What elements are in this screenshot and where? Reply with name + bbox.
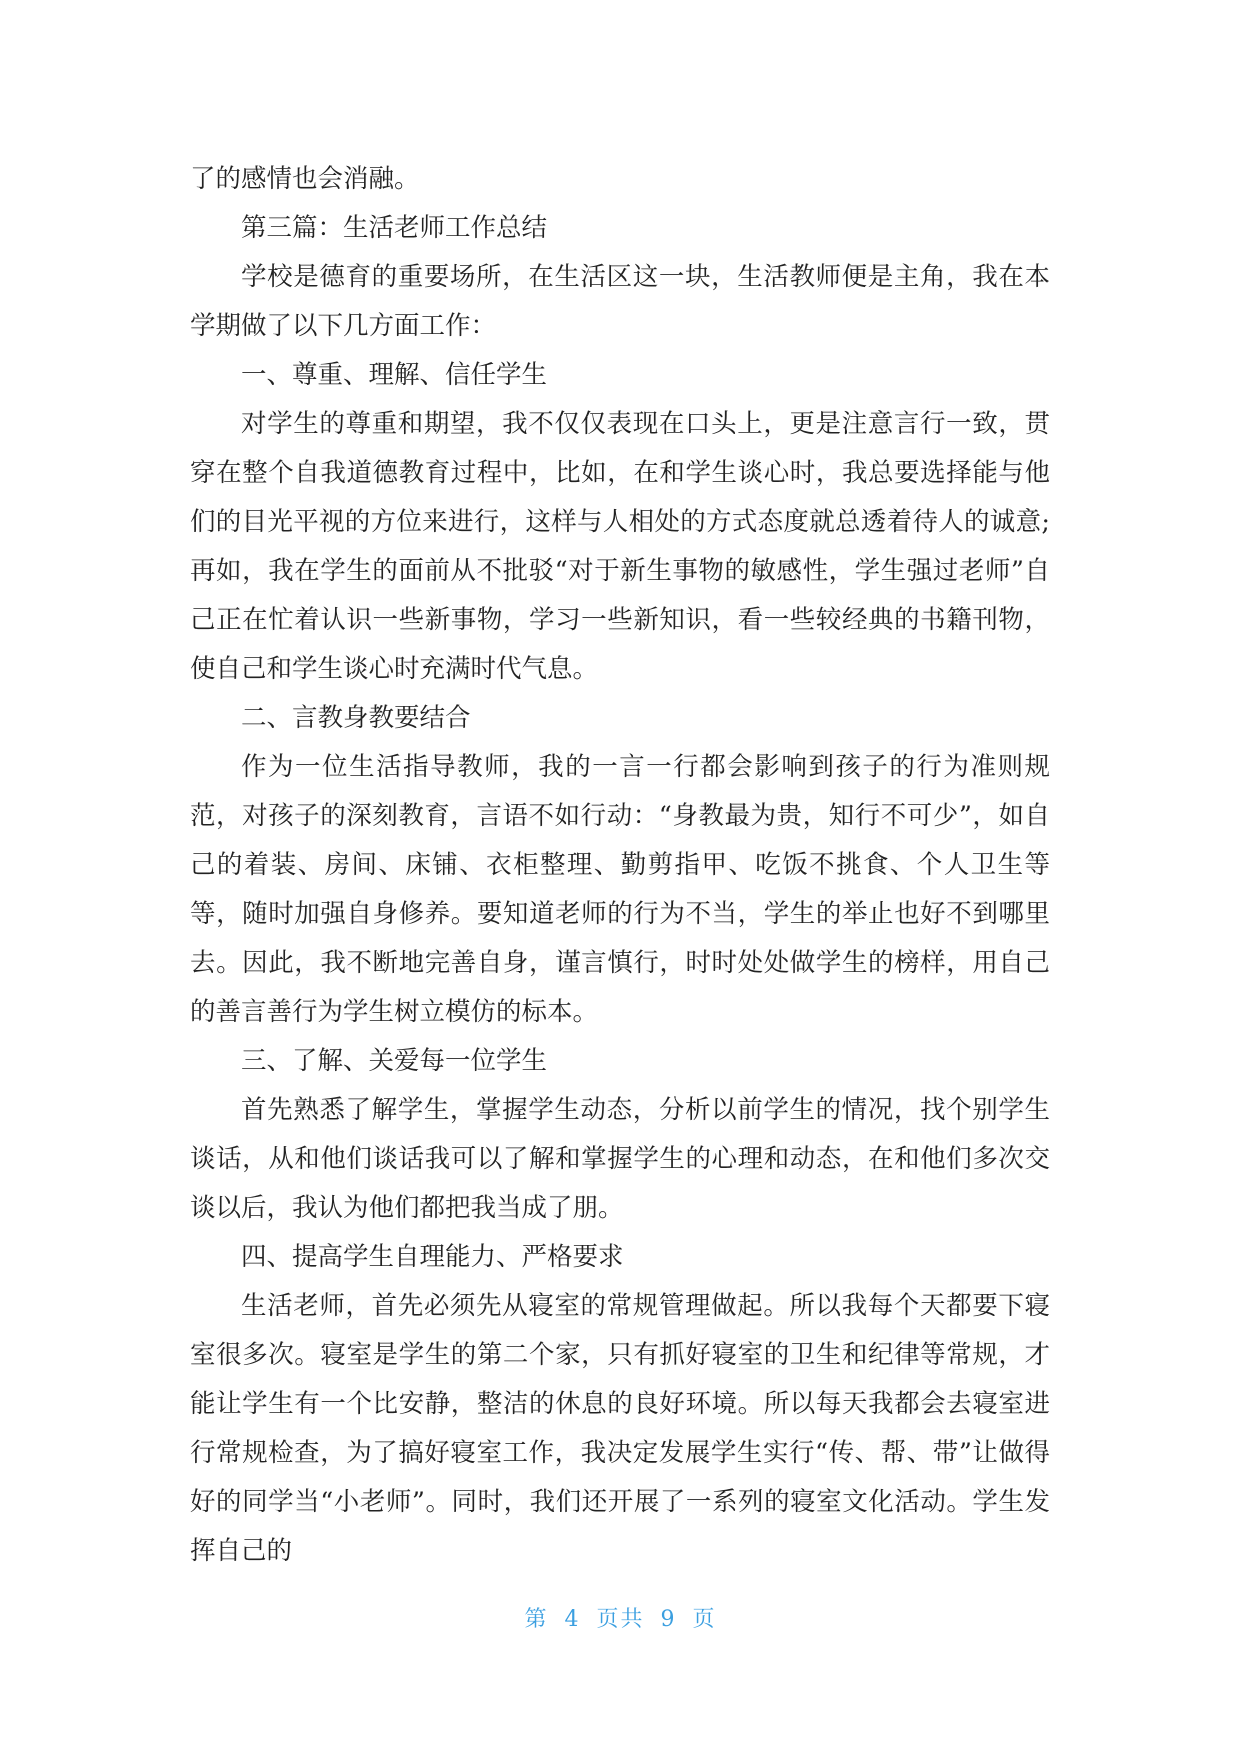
paragraph: 作为一位生活指导教师，我的一言一行都会影响到孩子的行为准则规范，对孩子的深刻教育，言语不如行动：“身教最为贵，知行不可少”，如自己的着装、房间、床铺、衣柜整理、勤剪指甲、吃饭不挑食、个人卫生等等，随时加强自身修养。要知道老师的行为不当，学生的举止也好不到哪里去。因此，我不断地完善自身，谨言慎行，时时处处做学生的榜样，用自己的善言善行为学生树立模仿的标本。 bbox=[190, 752, 1050, 1027]
subheading: 二、言教身教要结合 bbox=[241, 703, 471, 733]
subheading: 三、了解、关爱每一位学生 bbox=[241, 1046, 548, 1076]
footer-current-page: 4 bbox=[564, 1607, 581, 1632]
footer-middle: 页共 bbox=[596, 1607, 645, 1632]
paragraph: 首先熟悉了解学生，掌握学生动态，分析以前学生的情况，找个别学生谈话，从和他们谈话我可以了解和掌握学生的心理和动态，在和他们多次交谈以后，我认为他们都把我当成了朋。 bbox=[190, 1095, 1050, 1223]
subheading: 四、提高学生自理能力、严格要求 bbox=[241, 1242, 624, 1272]
paragraph: 学校是德育的重要场所，在生活区这一块，生活教师便是主角，我在本学期做了以下几方面工作： bbox=[190, 262, 1050, 341]
footer-prefix: 第 bbox=[524, 1607, 549, 1632]
paragraph: 对学生的尊重和期望，我不仅仅表现在口头上，更是注意言行一致，贯穿在整个自我道德教育过程中，比如，在和学生谈心时，我总要选择能与他们的目光平视的方位来进行，这样与人相处的方式态度就总透着待人的诚意;再如，我在学生的面前从不批驳“对于新生事物的敏感性，学生强过老师”自己正在忙着认识一些新事物，学习一些新知识，看一些较经典的书籍刊物，使自己和学生谈心时充满时代气息。 bbox=[190, 409, 1050, 684]
paragraph: 生活老师，首先必须先从寝室的常规管理做起。所以我每个天都要下寝室很多次。寝室是学生的第二个家，只有抓好寝室的卫生和纪律等常规，才能让学生有一个比安静，整洁的休息的良好环境。所以每天我都会去寝室进行常规检查，为了搞好寝室工作，我决定发展学生实行“传、帮、带”让做得好的同学当“小老师”。同时，我们还开展了一系列的寝室文化活动。学生发挥自己的 bbox=[190, 1291, 1050, 1566]
subheading: 一、尊重、理解、信任学生 bbox=[241, 360, 548, 390]
footer-suffix: 页 bbox=[692, 1607, 717, 1632]
page-footer bbox=[0, 1602, 1241, 1633]
paragraph-continuation: 了的感情也会消融。 bbox=[190, 164, 420, 194]
section-title: 第三篇：生活老师工作总结 bbox=[241, 213, 548, 243]
body-text bbox=[190, 155, 1050, 1576]
footer-total-pages: 9 bbox=[660, 1607, 677, 1632]
